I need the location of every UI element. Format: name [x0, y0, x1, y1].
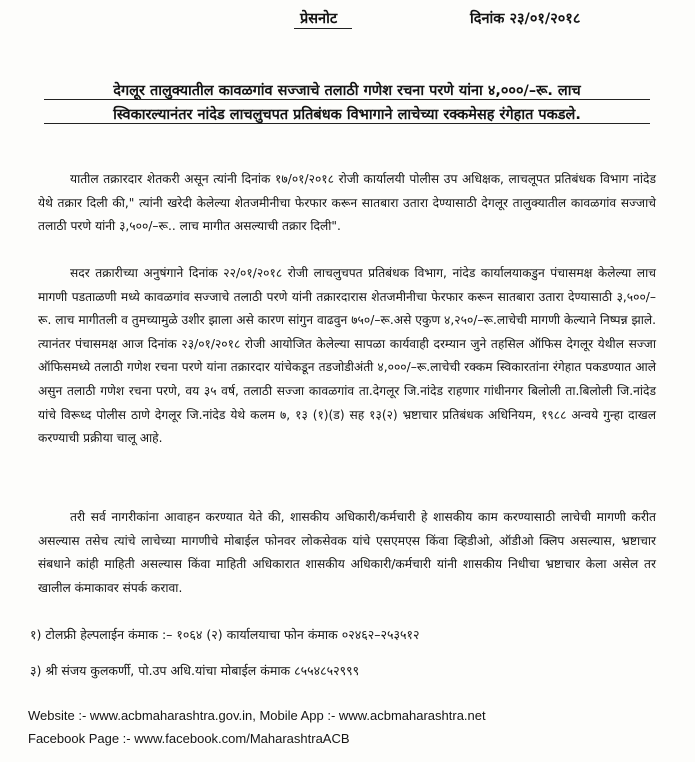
- title-underline: [294, 28, 352, 29]
- headline-line-1: देगलूर तालुक्यातील कावळगांव सज्जाचे तलाठी गणेश रचना परणे यांना ४,०००/–रू. लाच: [113, 83, 581, 99]
- public-appeal-paragraph: तरी सर्व नागरीकांना आवाहन करण्यात येते की, शासकीय अधिकारी/कर्मचारी हे शासकीय काम करण्यासाठी लाचेची मागणी करीत असल्यास तसेच त्यांचे लाचेच्या मागणीचे मोबाईल फोनवर लोकसेवक यांचे एसएमएस किंवा व्हिडीओ, ऑडीओ क्लिप असल्यास, भ्रष्टाचार संबधाने कांही माहिती असल्यास किंवा माहिती अधिकारात शासकीय अधिकारी/कर्मचारी यांनी शासकीय निधीचा भ्रष्टाचार केला असेल तर खालील कंमाकावर संपर्क करावा.: [38, 510, 656, 595]
- trap-action-paragraph: सदर तक्रारीच्या अनुषंगाने दिनांक २२/०१/२०१८ रोजी लाचलुचपत प्रतिबंधक विभाग, नांदेड कार्यालयाकडुन पंचासमक्ष केलेल्या लाच मागणी पडताळणी मध्ये कावळगांव सज्जाचे तलाठी परणे यांनी तक्रारदारास शेतजमीनीचा फेरफार करून सातबारा उतारा देण्यासाठी ३,५००/–रू. लाच मागीतली व तुमच्यामुळे उशीर झाला असे कारण सांगुन वाढवुन ७५०/–रू.असे एकुण ४,२५०/–रू.लाचेची मागणी केल्याने निष्पन्न झाले. त्यानंतर पंचासमक्ष आज दिनांक २३/०१/२०१८ रोजी आयोजित केलेल्या सापळा कार्यवाही दरम्यान जुने तहसिल ऑफिस देगलूर येथील सज्जा ऑफिसमध्ये तलाठी गणेश रचना परणे यांना तक्रारदार यांचेकडून तडजोडीअंती ४,०००/–रू.लाचेची रक्कम स्विकारतांना रंगेहात पकडण्यात आले असुन तलाठी गणेश रचना परणे, वय ३५ वर्ष, तलाठी सज्जा कावळगांव ता.देगलूर जि.नांदेड राहणार गांधीनगर बिलोली ता.बिलोली जि.नांदेड यांचे विरूध्द पोलीस ठाणे देगलूर जि.नांदेड येथे कलम ७, १३ (१)(ड) सह १३(२) भ्रष्टाचार प्रतिबंधक अधिनियम, १९८८ अन्वये गुन्हा दाखल करण्याची प्रक्रीया चालू आहे.: [38, 266, 656, 446]
- press-note-title: प्रेसनोट: [300, 11, 338, 27]
- complaint-paragraph: यातील तक्रारदार शेतकरी असून त्यांनी दिनांक १७/०१/२०१८ रोजी कार्यालयी पोलीस उप अधिक्षक, लाचलूपत प्रतिबंधक विभाग नांदेड येथे तक्रार दिली की," त्यांनी खरेदी केलेल्या शेतजमीनीचा फेरफार करून सातबारा उतारा देण्यासाठी देगलूर तालुक्यातील कावळगांव सज्जाचे तलाठी परणे यांनी ३,५००/–रू.. लाच मागीत असल्याची तक्रार दिली".: [38, 172, 656, 234]
- headline-underline-1: [44, 99, 650, 100]
- headline-line-2: स्विकारल्यानंतर नांदेड लाचलुचपत प्रतिबंधक विभागाने लाचेच्या रक्कमेसह रंगेहात पकडले.: [113, 107, 581, 123]
- website-line: Website :- www.acbmaharashtra.gov.in, Mobile App :- www.acbmaharashtra.net: [28, 708, 486, 723]
- facebook-line: Facebook Page :- www.facebook.com/MaharashtraACB: [28, 731, 350, 746]
- contact-helpline: १) टोलफ्री हेल्पलाईन कंमाक :– १०६४ (२) कार्यालयाचा फोन कंमाक ०२४६२–२५३५१२: [30, 627, 420, 642]
- headline-underline-2: [44, 123, 650, 124]
- contact-officer-mobile: ३) श्री संजय कुलकर्णी, पो.उप अधि.यांचा मोबाईल कंमाक ८५५४८५२९९९: [30, 663, 360, 678]
- press-note-date: दिनांक २३/०१/२०१८: [470, 11, 581, 27]
